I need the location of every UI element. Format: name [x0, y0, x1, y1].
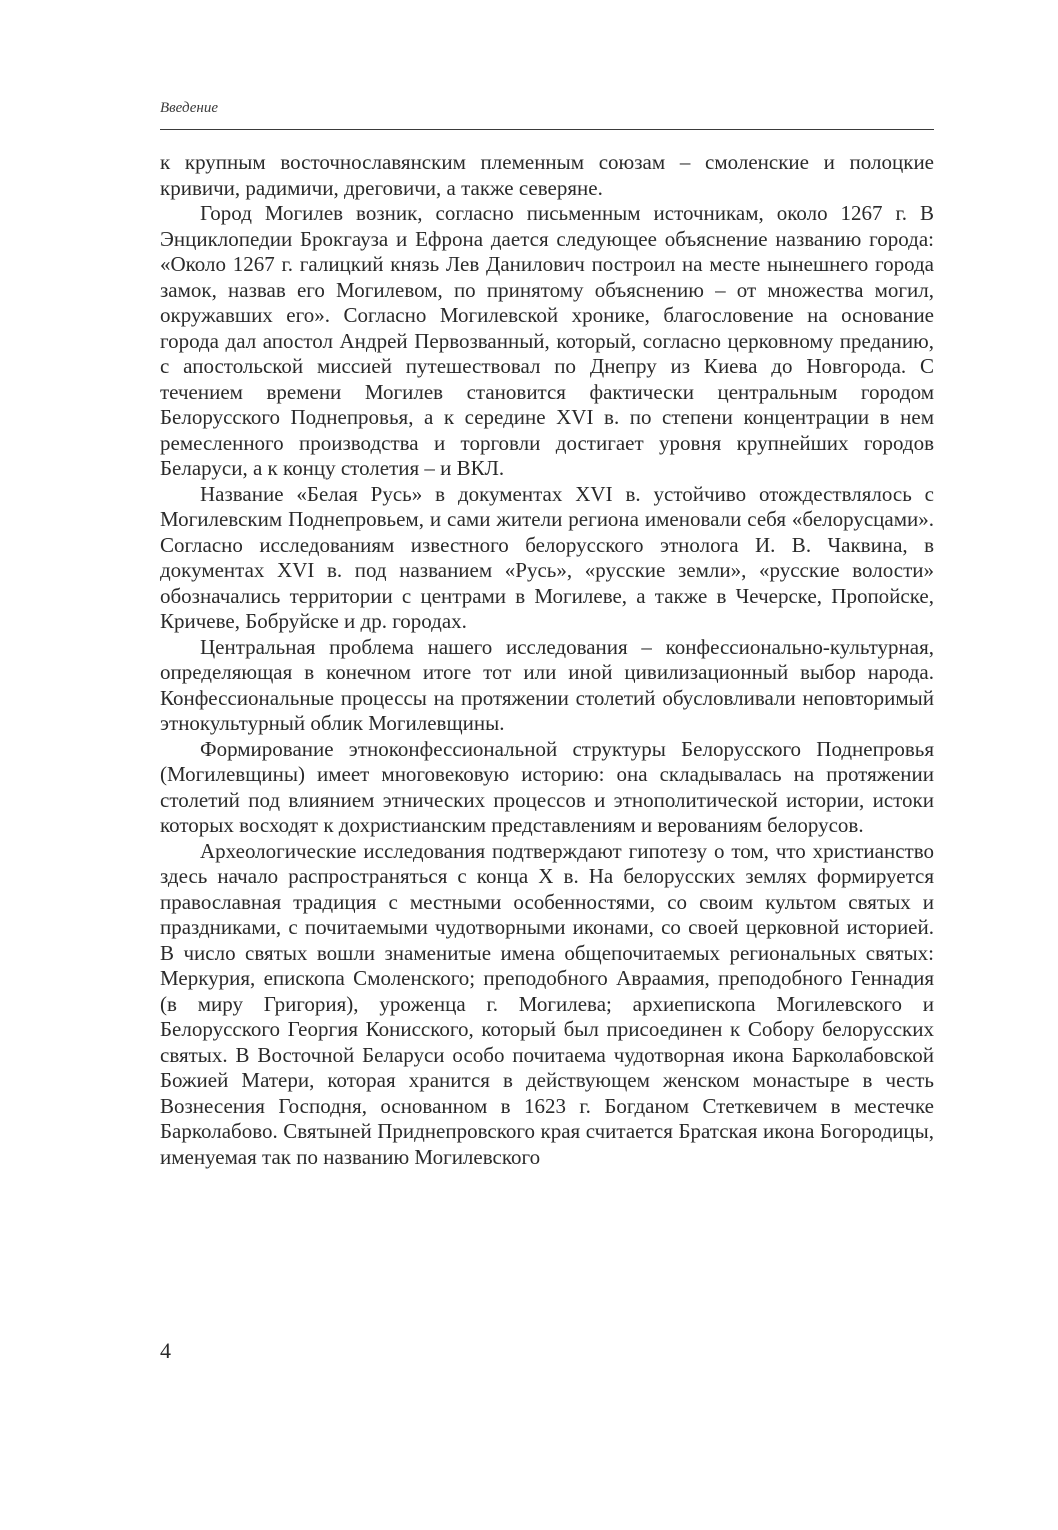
paragraph: Археологические исследования подтверждают гипотезу о том, что христианство здесь начало распространяться с конца X в. На белорусских землях формируется православная традиция с местными особенностями, со своим культом святых и праздниками, с почитаемыми чудотворными иконами, со своей церковной историей. В число святых вошли знаменитые имена общепочитаемых региональных святых: Меркурия, епископа Смоленского; преподобного Авраамия, преподобного Геннадия (в миру Григория), уроженца г. Могилева; архиепископа Могилевского и Белорусского Георгия Конисского, который был присоединен к Собору белорусских святых. В Восточной Беларуси особо почитаема чудотворная икона Барколабовской Божией Матери, которая хранится в действующем женском монастыре в честь Вознесения Господня, основанном в 1623 г. Богданом Стеткевичем в местечке Барколабово. Святыней Приднепровского края считается Братская икона Богородицы, именуемая так по названию Могилевского	[160, 838, 934, 1169]
page-number: 4	[160, 1338, 171, 1363]
paragraph: Центральная проблема нашего исследования – конфессионально-культурная, определяющая в конечном итоге тот или иной цивилизационный выбор народа. Конфессиональные процессы на протяжении столетий обусловливали неповторимый этнокультурный облик Могилевщины.	[160, 634, 934, 735]
paragraph: Формирование этноконфессиональной структуры Белорусского Поднепровья (Могилевщины) имеет многовековую историю: она складывалась на протяжении столетий под влиянием этнических процессов и этнополитической истории, истоки которых восходят к дохристианским представлениям и верованиям белорусов.	[160, 736, 934, 837]
paragraph: Город Могилев возник, согласно письменным источникам, около 1267 г. В Энциклопедии Брокгауза и Ефрона дается следующее объяснение названию города: «Около 1267 г. галицкий князь Лев Данилович построил на месте нынешнего города замок, назвав его Могилевом, по принятому объяснению – от множества могил, окружавших его». Согласно Могилевской хронике, благословение на основание города дал апостол Андрей Первозванный, который, согласно церковному преданию, с апостольской миссией путешествовал по Днепру из Киева до Новгорода. С течением времени Могилев становится фактически центральным городом Белорусского Поднепровья, а к середине XVI в. по степени концентрации в нем ремесленного производства и торговли достигает уровня крупнейших городов Беларуси, а к концу столетия – и ВКЛ.	[160, 201, 934, 480]
header-rule	[160, 129, 934, 130]
running-title: Введение	[160, 100, 218, 116]
body-text	[160, 150, 934, 1170]
paragraph: Название «Белая Русь» в документах XVI в. устойчиво отождествлялось с Могилевским Поднепровьем, и сами жители региона именовали себя «белорусцами». Согласно исследованиям известного белорусского этнолога И. В. Чаквина, в документах XVI в. под названием «Русь», «русские земли», «русские волости» обозначались территории с центрами в Могилеве, а также в Чечерске, Пропойске, Кричеве, Бобруйске и др. городах.	[160, 481, 934, 633]
paragraph: к крупным восточнославянским племенным союзам – смоленские и полоцкие кривичи, радимичи, дреговичи, а также северяне.	[160, 150, 934, 200]
